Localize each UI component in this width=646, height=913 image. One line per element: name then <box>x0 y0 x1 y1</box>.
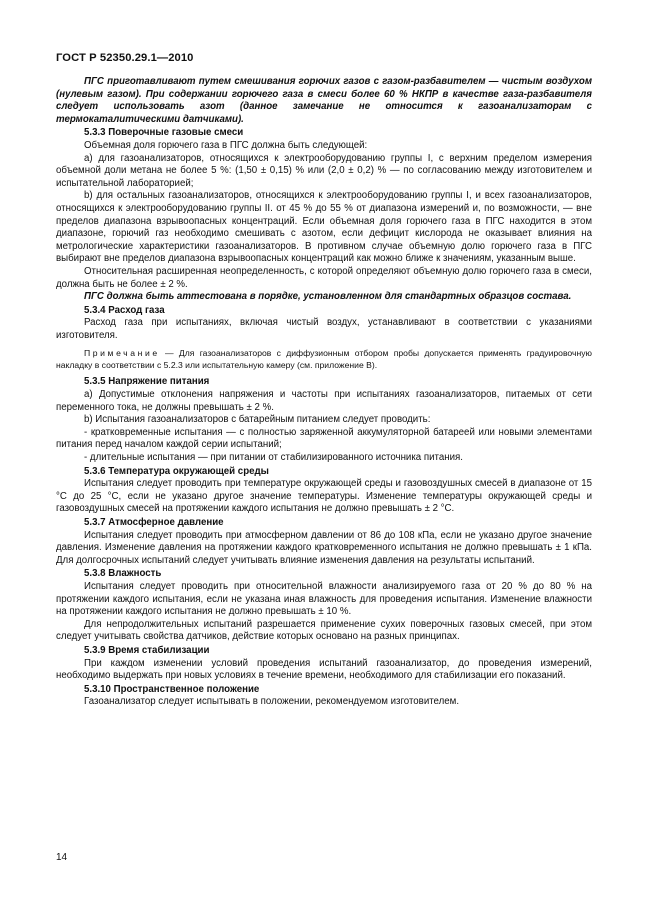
note-text: — Для газоанализаторов с диффузионным отбором пробы допускается применять градуировочную накладку в соответствии с 5.2.3 или испытательную камеру (см. приложение В). <box>56 348 592 371</box>
paragraph: Объемная доля горючего газа в ПГС должна быть следующей: <box>84 139 368 151</box>
paragraph-item-a: а) Допустимые отклонения напряжения и частоты при испытаниях газоанализаторов, питаемых от сети переменного тока, не должны превышать ± 2 %. <box>56 389 592 413</box>
paragraph: Газоанализатор следует испытывать в положении, рекомендуемом изготовителем. <box>84 696 460 708</box>
section-heading-5-3-7: 5.3.7 Атмосферное давление <box>84 517 224 528</box>
paragraph-list-item: - кратковременные испытания — с полностью заряженной аккумуляторной батареей или новыми элементами питания перед началом каждой серии испытаний; <box>56 426 592 451</box>
paragraph-pgs-preparation: ПГС приготавливают путем смешивания горючих газов с газом-разбавителем — чистым воздухом (нулевым газом). При содержании горючего газа в смеси более 60 % НКПР в качестве газа-разбавителя следует использовать азот (данное замечание не относится к газоанализаторам с термокаталитическими датчиками). <box>56 76 592 125</box>
paragraph-item-a: а) для газоанализаторов, относящихся к электрооборудованию группы I, с верхним пределом измерения объемной доли метана не более 5 %: (1,50 ± 0,15) % или (2,0 ± 0,2) % — по согласованию между изготовителем и испытательной лабораторией; <box>56 152 592 189</box>
paragraph: Относительная расширенная неопределенность, с которой определяют объемную долю горючего газа в смеси, должна быть не более ± 2 %. <box>56 265 592 290</box>
paragraph-list-item: - длительные испытания — при питании от стабилизированного источника питания. <box>84 452 463 464</box>
document-body <box>56 76 592 709</box>
paragraph: Испытания следует проводить при относительной влажности анализируемого газа от 20 % до 80 % на протяжении каждого испытания, если не указана иная влажность для проведения испытания. Изменение влажности на протяжении каждого испытания не должно превышать ± 10 %. <box>56 580 592 618</box>
section-heading-5-3-9: 5.3.9 Время стабилизации <box>84 644 210 656</box>
section-heading-5-3-6: 5.3.6 Температура окружающей среды <box>84 465 269 477</box>
section-heading-5-3-5: 5.3.5 Напряжение питания <box>84 376 210 388</box>
page-number: 14 <box>56 852 68 863</box>
note <box>56 347 592 371</box>
paragraph: Испытания следует проводить при температуре окружающей среды и газовоздушных смесей в диапазоне от 15 °С до 25 °С, если не указано другое значение температуры. Изменение температуры окружающей среды и газовоздушных смесей на протяжении каждого испытания не должно превышать ± 2 °С. <box>56 478 592 515</box>
paragraph: Испытания следует проводить при атмосферном давлении от 86 до 108 кПа, если не указано другое значение давления. Изменение давления на протяжении каждого кратковременного испытания не должно превышать ± 1 кПа. Для долгосрочных испытаний следует учитывать влияние изменения давления на результаты испытаний. <box>56 529 592 566</box>
paragraph-item-b: b) Испытания газоанализаторов с батарейным питанием следует проводить: <box>84 414 431 426</box>
note-label: Примечание <box>84 348 160 359</box>
paragraph-item-b: b) для остальных газоанализаторов, относящихся к электрооборудованию группы I, и всех газоанализаторов, относящихся к электрооборудованию группы II. от 45 % до 55 % от диапазона измерений и, по возможности, — вне пределов диапазона взрывоопасных концентраций. Если объемная доля горючего газа в ПГС находится в этом диапазоне, горючий газ необходимо смешивать с азотом, если дефицит кислорода не оказывает влияния на метрологические характеристики газоанализаторов. В противном случае объемную долю горючего газа в ПГС выбирают вне пределов диапазона взрывоопасных концентраций как можно ближе к значениям, указанным выше. <box>56 190 592 265</box>
section-heading-5-3-8: 5.3.8 Влажность <box>84 568 162 580</box>
document-header: ГОСТ Р 52350.29.1—2010 <box>56 52 194 64</box>
paragraph: При каждом изменении условий проведения испытаний газоанализатор, до проведения измерений, необходимо выдержать при новых условиях в течение времени, необходимого для стабилизации его показаний. <box>56 657 592 682</box>
paragraph-certification: ПГС должна быть аттестована в порядке, установленном для стандартных образцов состава. <box>84 291 572 303</box>
paragraph: Для непродолжительных испытаний разрешается применение сухих поверочных газовых смесей, при этом следует учитывать свойства датчиков, действие которых основано на разных принципах. <box>56 618 592 643</box>
section-heading-5-3-4: 5.3.4 Расход газа <box>84 304 165 316</box>
section-heading-5-3-3: 5.3.3 Поверочные газовые смеси <box>84 127 244 139</box>
section-heading-5-3-10: 5.3.10 Пространственное положение <box>84 683 260 695</box>
paragraph: Расход газа при испытаниях, включая чистый воздух, устанавливают в соответствии с указаниями изготовителя. <box>56 317 592 341</box>
